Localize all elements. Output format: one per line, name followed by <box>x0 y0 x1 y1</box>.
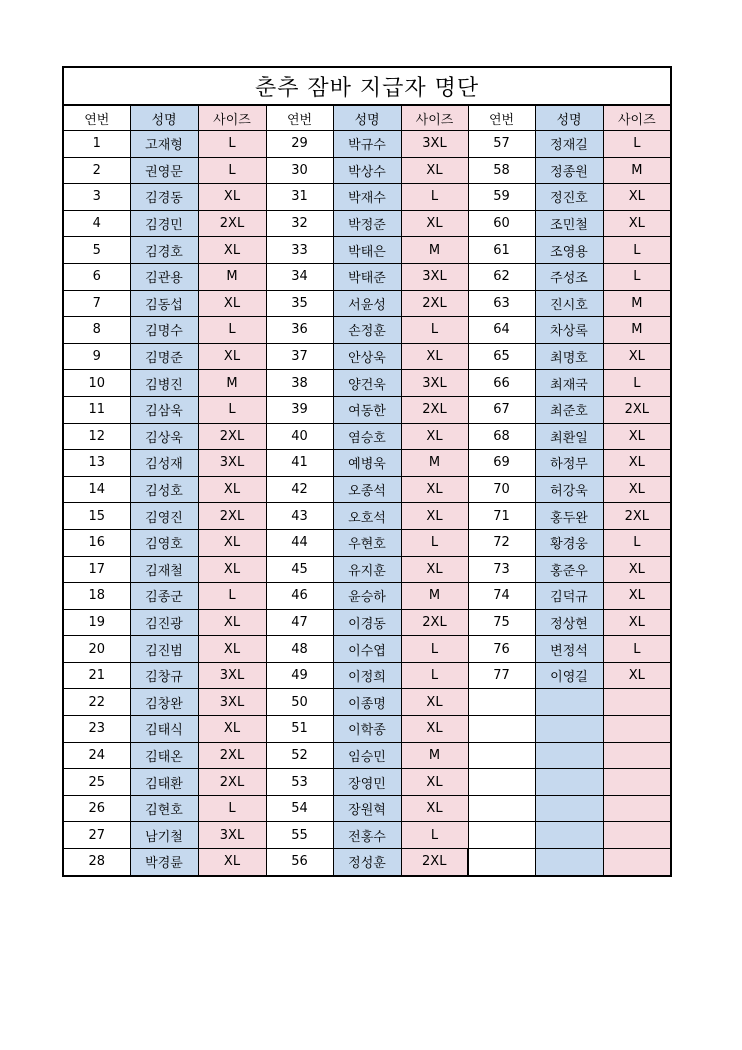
size-cell: 3XL <box>198 450 266 477</box>
name-cell: 김성호 <box>130 476 198 503</box>
name-cell: 박태은 <box>333 237 401 264</box>
name-cell: 오종석 <box>333 476 401 503</box>
size-cell: M <box>603 290 671 317</box>
name-cell: 최준호 <box>535 396 603 423</box>
name-cell: 김병진 <box>130 370 198 397</box>
table-row <box>63 343 671 370</box>
row-number-cell: 67 <box>468 396 535 423</box>
name-cell: 이정희 <box>333 662 401 689</box>
size-cell: XL <box>198 184 266 211</box>
row-number-cell: 24 <box>63 742 130 769</box>
size-cell: XL <box>401 556 468 583</box>
name-cell: 홍준우 <box>535 556 603 583</box>
size-cell: XL <box>603 583 671 610</box>
name-cell: 조민철 <box>535 210 603 237</box>
size-cell: 2XL <box>603 396 671 423</box>
row-number-cell: 77 <box>468 662 535 689</box>
row-number-cell: 45 <box>266 556 333 583</box>
name-cell: 김명준 <box>130 343 198 370</box>
size-cell: XL <box>198 343 266 370</box>
name-cell: 이종명 <box>333 689 401 716</box>
header-size: 사이즈 <box>603 105 671 131</box>
row-number-cell: 4 <box>63 210 130 237</box>
size-cell: L <box>401 822 468 849</box>
row-number-cell: 8 <box>63 317 130 344</box>
name-cell: 김삼욱 <box>130 396 198 423</box>
size-cell: XL <box>198 237 266 264</box>
table-row <box>63 636 671 663</box>
size-cell: L <box>198 317 266 344</box>
size-cell: L <box>603 131 671 158</box>
size-cell: XL <box>198 529 266 556</box>
size-cell: L <box>401 636 468 663</box>
row-number-cell <box>468 822 535 849</box>
name-cell: 김영진 <box>130 503 198 530</box>
table-row <box>63 157 671 184</box>
name-cell: 안상욱 <box>333 343 401 370</box>
size-cell: XL <box>603 609 671 636</box>
size-cell: M <box>198 370 266 397</box>
row-number-cell: 42 <box>266 476 333 503</box>
name-cell: 하정무 <box>535 450 603 477</box>
name-cell: 조영용 <box>535 237 603 264</box>
name-cell: 이학종 <box>333 716 401 743</box>
row-number-cell: 56 <box>266 849 333 876</box>
size-cell: 2XL <box>198 210 266 237</box>
size-cell: M <box>603 317 671 344</box>
size-cell: XL <box>198 609 266 636</box>
size-cell: XL <box>198 849 266 876</box>
row-number-cell <box>468 769 535 796</box>
row-number-cell: 16 <box>63 529 130 556</box>
size-cell: M <box>401 742 468 769</box>
row-number-cell: 17 <box>63 556 130 583</box>
row-number-cell: 39 <box>266 396 333 423</box>
size-cell <box>603 689 671 716</box>
name-cell: 김재철 <box>130 556 198 583</box>
table-row <box>63 769 671 796</box>
size-cell: 2XL <box>198 423 266 450</box>
table-row <box>63 742 671 769</box>
size-cell: XL <box>603 476 671 503</box>
title-row <box>63 67 671 105</box>
name-cell: 정종원 <box>535 157 603 184</box>
size-cell: XL <box>401 795 468 822</box>
name-cell: 차상록 <box>535 317 603 344</box>
row-number-cell: 32 <box>266 210 333 237</box>
name-cell: 전홍수 <box>333 822 401 849</box>
table-row <box>63 370 671 397</box>
table-row <box>63 822 671 849</box>
size-cell: 3XL <box>401 131 468 158</box>
row-number-cell: 73 <box>468 556 535 583</box>
size-cell: 3XL <box>401 370 468 397</box>
size-cell: XL <box>603 210 671 237</box>
size-cell: L <box>198 396 266 423</box>
name-cell: 정진호 <box>535 184 603 211</box>
row-number-cell: 43 <box>266 503 333 530</box>
name-cell: 이수엽 <box>333 636 401 663</box>
table-row <box>63 237 671 264</box>
size-cell: L <box>198 131 266 158</box>
table-row <box>63 556 671 583</box>
size-cell: L <box>198 583 266 610</box>
name-cell <box>535 769 603 796</box>
size-cell: L <box>401 662 468 689</box>
name-cell: 김태온 <box>130 742 198 769</box>
size-cell: 2XL <box>401 849 468 876</box>
name-cell: 김덕규 <box>535 583 603 610</box>
row-number-cell: 1 <box>63 131 130 158</box>
size-cell <box>603 849 671 876</box>
row-number-cell: 20 <box>63 636 130 663</box>
row-number-cell: 12 <box>63 423 130 450</box>
row-number-cell: 40 <box>266 423 333 450</box>
row-number-cell: 38 <box>266 370 333 397</box>
table-row <box>63 795 671 822</box>
row-number-cell: 30 <box>266 157 333 184</box>
name-cell: 박태준 <box>333 263 401 290</box>
row-number-cell: 41 <box>266 450 333 477</box>
row-number-cell: 54 <box>266 795 333 822</box>
row-number-cell: 11 <box>63 396 130 423</box>
size-cell: L <box>603 237 671 264</box>
name-cell: 정성훈 <box>333 849 401 876</box>
size-cell: XL <box>198 716 266 743</box>
name-cell: 변정석 <box>535 636 603 663</box>
name-cell <box>535 689 603 716</box>
name-cell: 허강욱 <box>535 476 603 503</box>
size-cell: 3XL <box>198 662 266 689</box>
name-cell: 남기철 <box>130 822 198 849</box>
size-cell: 2XL <box>401 609 468 636</box>
page-title: 춘추 잠바 지급자 명단 <box>63 67 671 105</box>
size-cell: XL <box>401 503 468 530</box>
size-cell: L <box>401 184 468 211</box>
size-cell: XL <box>401 210 468 237</box>
row-number-cell: 50 <box>266 689 333 716</box>
name-cell: 주성조 <box>535 263 603 290</box>
size-cell: XL <box>603 556 671 583</box>
size-cell <box>603 822 671 849</box>
size-cell <box>603 795 671 822</box>
row-number-cell: 28 <box>63 849 130 876</box>
header-name: 성명 <box>333 105 401 131</box>
name-cell: 박정준 <box>333 210 401 237</box>
row-number-cell: 71 <box>468 503 535 530</box>
size-cell: L <box>603 263 671 290</box>
row-number-cell: 47 <box>266 609 333 636</box>
size-cell: L <box>603 370 671 397</box>
row-number-cell <box>468 849 535 876</box>
row-number-cell: 31 <box>266 184 333 211</box>
name-cell: 최환일 <box>535 423 603 450</box>
row-number-cell: 65 <box>468 343 535 370</box>
header-size: 사이즈 <box>401 105 468 131</box>
size-cell: 3XL <box>198 689 266 716</box>
name-cell: 김창규 <box>130 662 198 689</box>
row-number-cell: 13 <box>63 450 130 477</box>
size-cell: 2XL <box>198 503 266 530</box>
row-number-cell: 66 <box>468 370 535 397</box>
name-cell <box>535 849 603 876</box>
size-cell: XL <box>401 716 468 743</box>
row-number-cell: 36 <box>266 317 333 344</box>
row-number-cell: 49 <box>266 662 333 689</box>
row-number-cell: 72 <box>468 529 535 556</box>
name-cell: 김현호 <box>130 795 198 822</box>
size-cell: M <box>401 583 468 610</box>
row-number-cell: 2 <box>63 157 130 184</box>
size-cell: XL <box>198 290 266 317</box>
row-number-cell: 5 <box>63 237 130 264</box>
size-cell: XL <box>198 636 266 663</box>
row-number-cell: 61 <box>468 237 535 264</box>
row-number-cell: 57 <box>468 131 535 158</box>
size-cell: 2XL <box>198 742 266 769</box>
table-row <box>63 317 671 344</box>
size-cell: M <box>401 450 468 477</box>
row-number-cell: 75 <box>468 609 535 636</box>
table-row <box>63 450 671 477</box>
table-row <box>63 210 671 237</box>
size-cell: 2XL <box>401 290 468 317</box>
header-number: 연번 <box>266 105 333 131</box>
table-row <box>63 849 671 876</box>
name-cell: 양건욱 <box>333 370 401 397</box>
row-number-cell: 26 <box>63 795 130 822</box>
size-cell: 2XL <box>401 396 468 423</box>
row-number-cell: 70 <box>468 476 535 503</box>
row-number-cell: 3 <box>63 184 130 211</box>
name-cell: 김상욱 <box>130 423 198 450</box>
size-cell: L <box>198 157 266 184</box>
name-cell: 김태식 <box>130 716 198 743</box>
name-cell <box>535 716 603 743</box>
row-number-cell: 64 <box>468 317 535 344</box>
name-cell: 홍두완 <box>535 503 603 530</box>
row-number-cell: 37 <box>266 343 333 370</box>
name-cell: 진시호 <box>535 290 603 317</box>
row-number-cell: 14 <box>63 476 130 503</box>
size-cell: M <box>603 157 671 184</box>
name-cell: 김경호 <box>130 237 198 264</box>
name-cell <box>535 795 603 822</box>
row-number-cell: 76 <box>468 636 535 663</box>
row-number-cell: 62 <box>468 263 535 290</box>
table-row <box>63 131 671 158</box>
row-number-cell: 25 <box>63 769 130 796</box>
size-cell <box>603 769 671 796</box>
row-number-cell: 6 <box>63 263 130 290</box>
name-cell: 고재형 <box>130 131 198 158</box>
row-number-cell: 46 <box>266 583 333 610</box>
table-row <box>63 503 671 530</box>
size-cell: XL <box>401 343 468 370</box>
name-cell: 김성재 <box>130 450 198 477</box>
row-number-cell: 58 <box>468 157 535 184</box>
row-number-cell: 29 <box>266 131 333 158</box>
table-row <box>63 689 671 716</box>
table-row <box>63 583 671 610</box>
size-cell: L <box>198 795 266 822</box>
table-row <box>63 290 671 317</box>
name-cell: 임승민 <box>333 742 401 769</box>
name-cell: 예병욱 <box>333 450 401 477</box>
size-cell: 2XL <box>603 503 671 530</box>
name-cell <box>535 742 603 769</box>
name-cell: 김경동 <box>130 184 198 211</box>
size-cell: XL <box>603 450 671 477</box>
header-row <box>63 105 671 131</box>
table-row <box>63 184 671 211</box>
name-cell: 이영길 <box>535 662 603 689</box>
name-cell: 박규수 <box>333 131 401 158</box>
size-cell: XL <box>603 184 671 211</box>
header-number: 연번 <box>63 105 130 131</box>
row-number-cell <box>468 795 535 822</box>
name-cell <box>535 822 603 849</box>
row-number-cell: 7 <box>63 290 130 317</box>
size-cell: 3XL <box>198 822 266 849</box>
row-number-cell: 68 <box>468 423 535 450</box>
size-cell: XL <box>603 662 671 689</box>
row-number-cell: 55 <box>266 822 333 849</box>
name-cell: 김명수 <box>130 317 198 344</box>
name-cell: 황경웅 <box>535 529 603 556</box>
row-number-cell <box>468 689 535 716</box>
name-cell: 박경륜 <box>130 849 198 876</box>
table-row <box>63 716 671 743</box>
name-cell: 김관용 <box>130 263 198 290</box>
name-cell: 이경동 <box>333 609 401 636</box>
name-cell: 유지훈 <box>333 556 401 583</box>
name-cell: 김영호 <box>130 529 198 556</box>
name-cell: 최명호 <box>535 343 603 370</box>
name-cell: 오호석 <box>333 503 401 530</box>
table-row <box>63 476 671 503</box>
row-number-cell: 48 <box>266 636 333 663</box>
size-cell: L <box>401 317 468 344</box>
name-cell: 김태환 <box>130 769 198 796</box>
name-cell: 김진광 <box>130 609 198 636</box>
row-number-cell: 69 <box>468 450 535 477</box>
name-cell: 김진범 <box>130 636 198 663</box>
row-number-cell: 21 <box>63 662 130 689</box>
row-number-cell: 23 <box>63 716 130 743</box>
row-number-cell: 34 <box>266 263 333 290</box>
table-row <box>63 423 671 450</box>
row-number-cell: 18 <box>63 583 130 610</box>
size-cell: 2XL <box>198 769 266 796</box>
table-row <box>63 263 671 290</box>
row-number-cell: 10 <box>63 370 130 397</box>
name-cell: 윤승하 <box>333 583 401 610</box>
size-cell: XL <box>401 769 468 796</box>
roster-table <box>62 66 672 877</box>
table-row <box>63 396 671 423</box>
name-cell: 김창완 <box>130 689 198 716</box>
size-cell: M <box>198 263 266 290</box>
row-number-cell: 59 <box>468 184 535 211</box>
row-number-cell: 19 <box>63 609 130 636</box>
header-name: 성명 <box>130 105 198 131</box>
name-cell: 정상현 <box>535 609 603 636</box>
table-row <box>63 609 671 636</box>
row-number-cell: 60 <box>468 210 535 237</box>
name-cell: 김종군 <box>130 583 198 610</box>
name-cell: 장영민 <box>333 769 401 796</box>
name-cell: 박상수 <box>333 157 401 184</box>
size-cell: XL <box>401 157 468 184</box>
header-number: 연번 <box>468 105 535 131</box>
name-cell: 여동한 <box>333 396 401 423</box>
size-cell: M <box>401 237 468 264</box>
header-size: 사이즈 <box>198 105 266 131</box>
row-number-cell: 74 <box>468 583 535 610</box>
size-cell: XL <box>198 556 266 583</box>
table-row <box>63 662 671 689</box>
size-cell: XL <box>198 476 266 503</box>
header-name: 성명 <box>535 105 603 131</box>
row-number-cell: 51 <box>266 716 333 743</box>
size-cell: L <box>401 529 468 556</box>
size-cell: L <box>603 529 671 556</box>
name-cell: 염승호 <box>333 423 401 450</box>
name-cell: 권영문 <box>130 157 198 184</box>
table-row <box>63 529 671 556</box>
row-number-cell <box>468 742 535 769</box>
name-cell: 서윤성 <box>333 290 401 317</box>
name-cell: 최재국 <box>535 370 603 397</box>
size-cell <box>603 716 671 743</box>
row-number-cell: 33 <box>266 237 333 264</box>
name-cell: 김동섭 <box>130 290 198 317</box>
size-cell: XL <box>603 343 671 370</box>
row-number-cell: 22 <box>63 689 130 716</box>
row-number-cell <box>468 716 535 743</box>
row-number-cell: 27 <box>63 822 130 849</box>
size-cell: XL <box>401 689 468 716</box>
name-cell: 장원혁 <box>333 795 401 822</box>
size-cell: 3XL <box>401 263 468 290</box>
row-number-cell: 44 <box>266 529 333 556</box>
row-number-cell: 9 <box>63 343 130 370</box>
name-cell: 박재수 <box>333 184 401 211</box>
size-cell: XL <box>401 476 468 503</box>
size-cell: XL <box>401 423 468 450</box>
name-cell: 김경민 <box>130 210 198 237</box>
size-cell <box>603 742 671 769</box>
row-number-cell: 15 <box>63 503 130 530</box>
name-cell: 정재길 <box>535 131 603 158</box>
name-cell: 손정훈 <box>333 317 401 344</box>
row-number-cell: 35 <box>266 290 333 317</box>
row-number-cell: 53 <box>266 769 333 796</box>
name-cell: 우현호 <box>333 529 401 556</box>
size-cell: L <box>603 636 671 663</box>
size-cell: XL <box>603 423 671 450</box>
row-number-cell: 63 <box>468 290 535 317</box>
row-number-cell: 52 <box>266 742 333 769</box>
